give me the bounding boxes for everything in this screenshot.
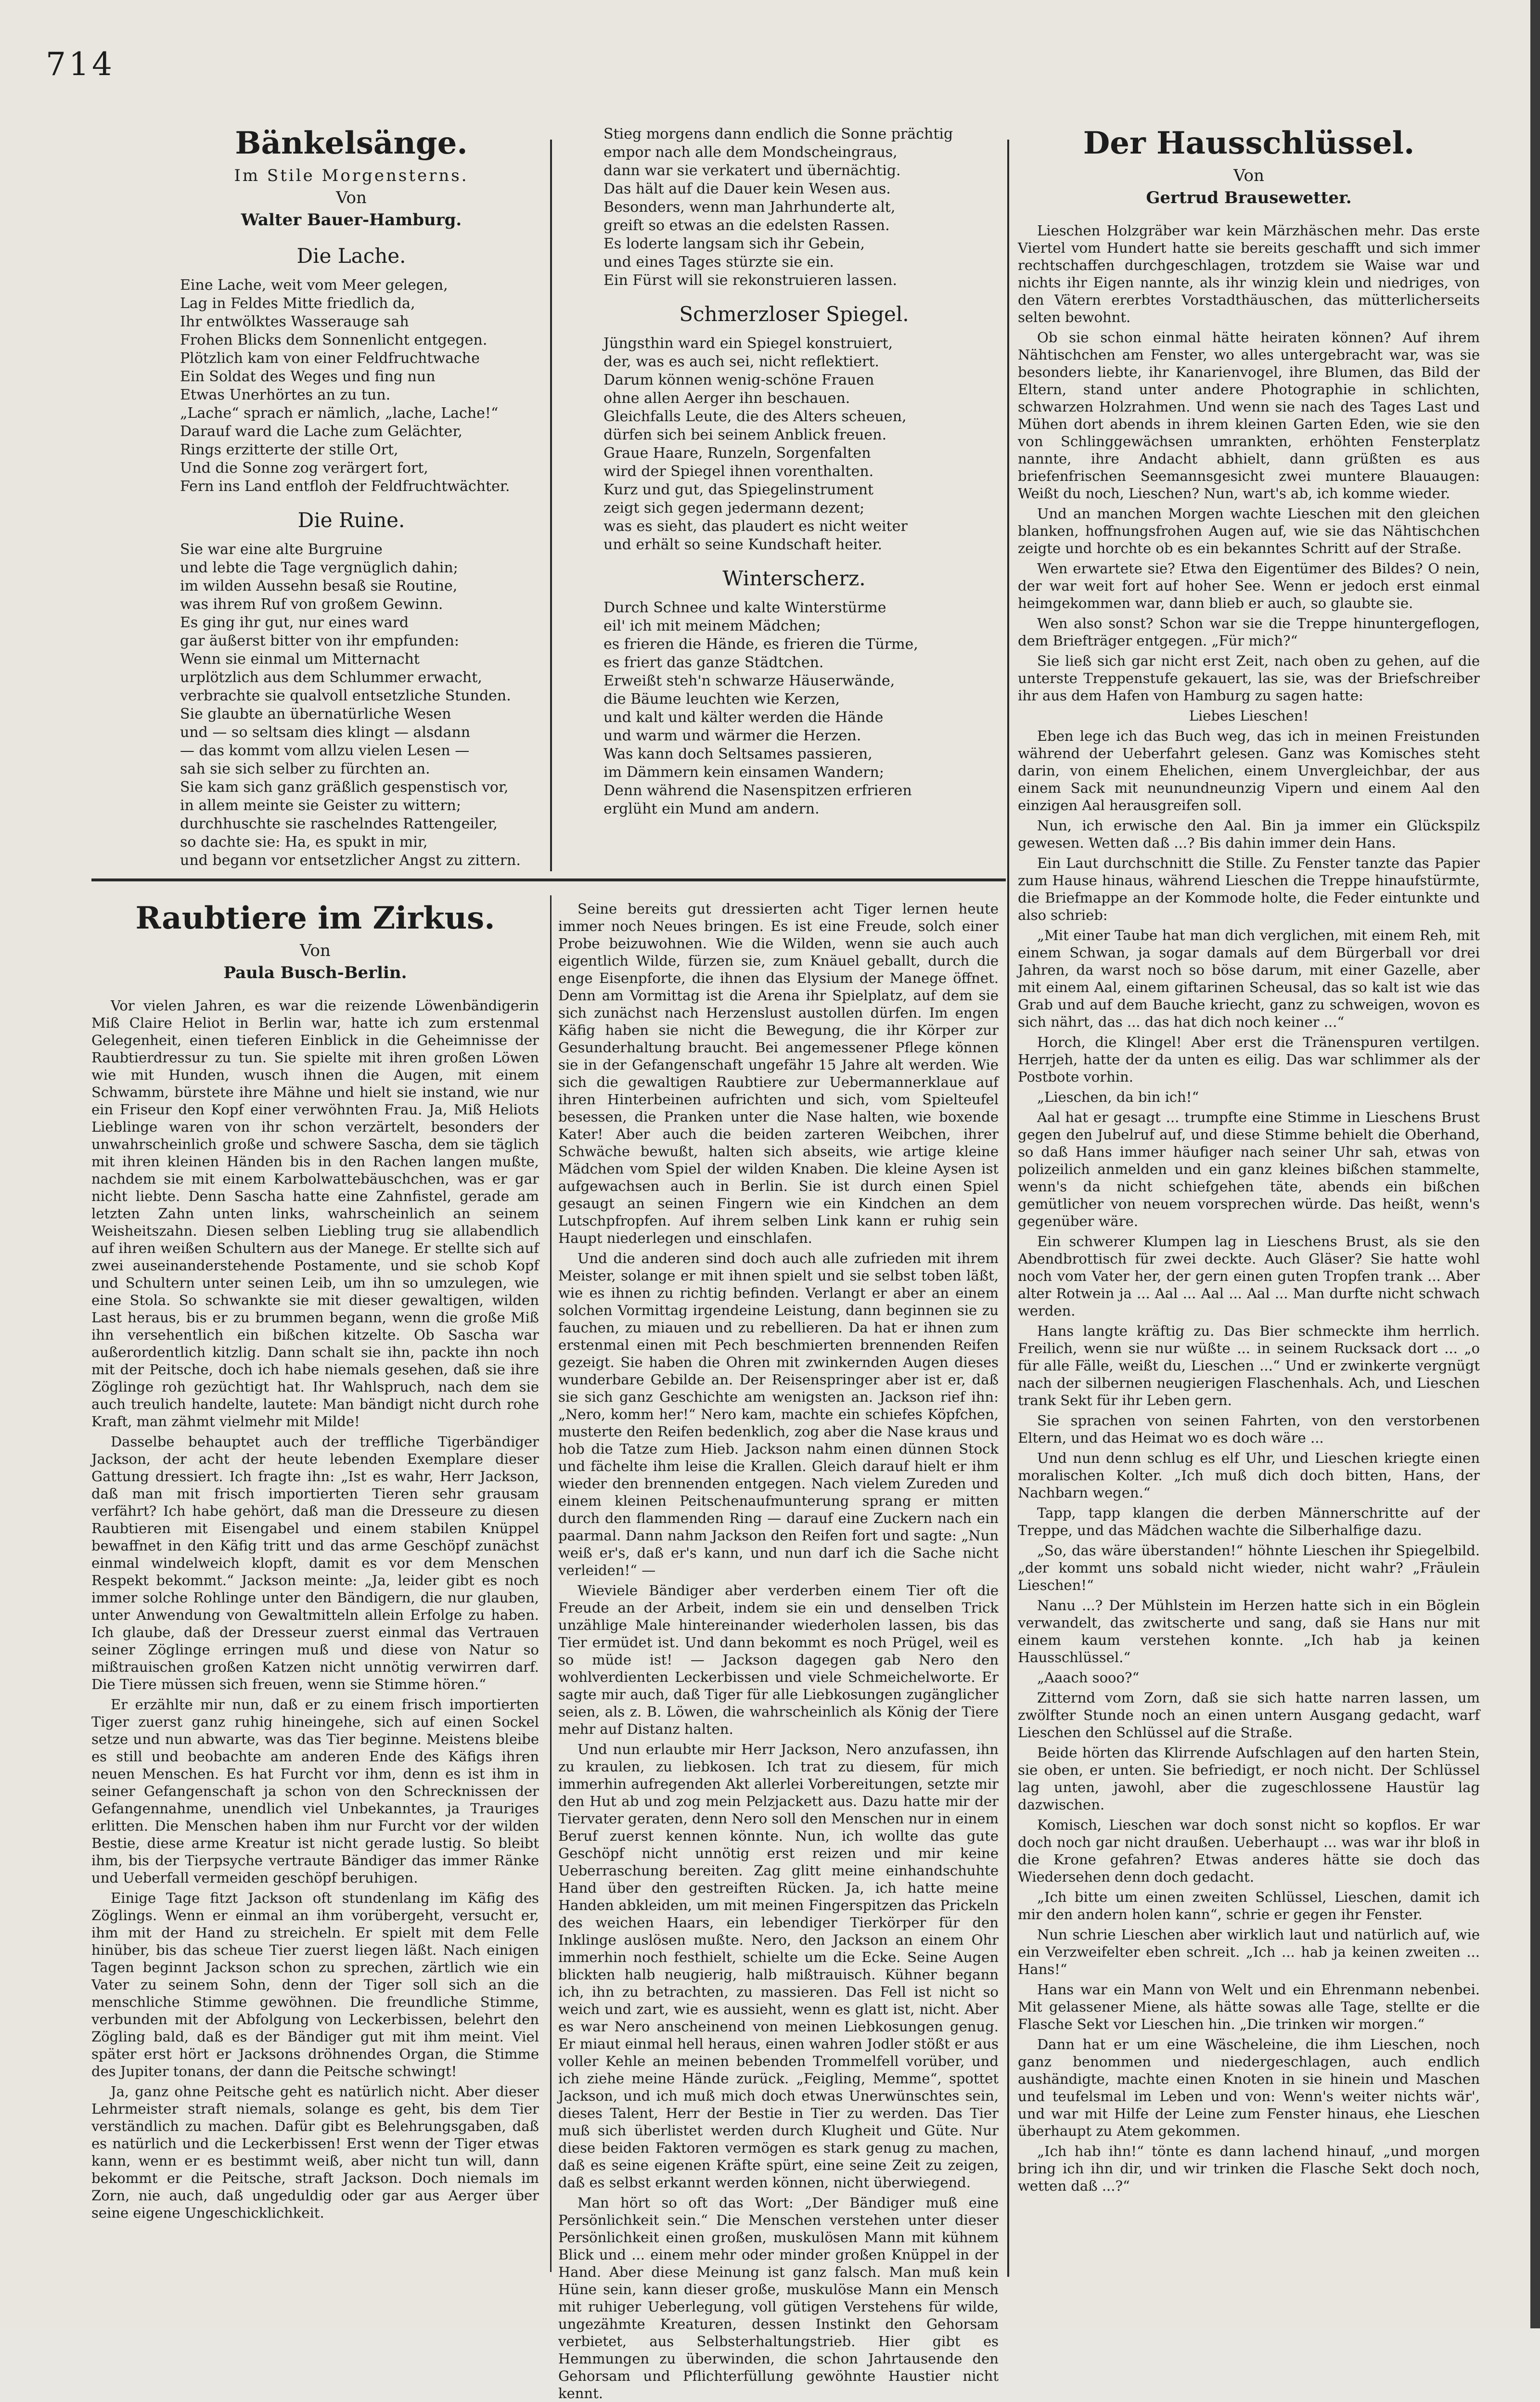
byline-von: Von bbox=[300, 941, 331, 960]
paragraph: „Ich bitte um einen zweiten Schlüssel, Lieschen, damit ich mir den andern holen kann“, schrie er gegen ihr Fenster. bbox=[1018, 1889, 1480, 1923]
paragraph: Und an manchen Morgen wachte Lieschen mit den gleichen blanken, hoffnungsfrohen Augen auf, wie sie das Nähtischchen zeigte und horchte ob es ein bekanntes Schritt auf der Straße. bbox=[1018, 505, 1480, 556]
paragraph: Ein schwerer Klumpen lag in Lieschens Brust, als sie den Abendbrottisch für zwei deckte. Auch Gläser? Sie hatte wohl noch vom Vater her, der gern einen guten Tropfen trank ... Aber alter Rotwein ja ... Aal ... Aal ... Aal ... Man durfte nicht schwach werden. bbox=[1018, 1233, 1480, 1319]
poem-title-winterscherz: Winterscherz. bbox=[722, 567, 866, 590]
paragraph: „Ich hab ihn!“ tönte es dann lachend hinauf, „und morgen bring ich ihn dir, und wir trinken die Flasche Sekt doch noch, wetten daß ...?“ bbox=[1018, 2143, 1480, 2194]
paragraph: Horch, die Klingel! Aber erst die Tränenspuren vertilgen. Herrjeh, hatte der da unten es eilig. Das war schlimmer als der Postbote vorhin. bbox=[1018, 1034, 1480, 1085]
article-hausschluessel bbox=[1018, 125, 1480, 2277]
letter-salutation: Liebes Lieschen! bbox=[1189, 708, 1309, 724]
article-subtitle: Im Stile Morgensterns. bbox=[234, 166, 469, 185]
paragraph: Hans langte kräftig zu. Das Bier schmeckte ihm herrlich. Freilich, wenn sie nur wüßte ... in seinem Rucksack dort ... „o für alle Fälle, weißt du, Lieschen ...“ Und er zwinkerte vergnügt nach der silbernen neugierigen Flaschenhals. Ach, und Lieschen trank Sekt für ihr Leben gern. bbox=[1018, 1323, 1480, 1408]
poem-title-spiegel: Schmerzloser Spiegel. bbox=[679, 302, 909, 326]
poem-ruine-continued: Stieg morgens dann endlich die Sonne prächtig empor nach alle dem Mondscheingraus, dann war sie verkatert und übernächtig. Das hält auf die Dauer kein Wesen aus. Besonders, wenn man Jahrhunderte alt, greift so etwas an die edelsten Rassen. Es loderte langsam sich ihr Gebein, und eines Tages stürzte sie ein. Ein Fürst will sie rekonstruieren lassen. bbox=[603, 126, 953, 289]
paragraph: Und die anderen sind doch auch alle zufrieden mit ihrem Meister, solange er mit ihnen spielt und sie selbst toben läßt, wie es ihnen zu richtig befinden. Verlangt er aber an einem solchen Vormittag irgendeine Leistung, dann beginnen sie zu fauchen, zu miauen und zu rebellieren. Da hat er ihnen zum erstenmal einen mit Pech beschmierten brennenden Reifen gezeigt. Sie haben die Ohren mit zwinkernden Augen dieses wunderbare Gebilde an. Der Reisenspringer aber ist er, daß sie sich ganz Geschichte am wenigsten an. Jackson rief ihn: „Nero, komm her!“ Nero kam, machte ein schiefes Köpfchen, musterte den Reifen bedenklich, zog aber die Nase kraus und hob die Tatze zum Hieb. Jackson nahm einen dünnen Stock und fächelte ihm leise die Krallen. Gleich darauf hielt er ihm wieder den brennenden entgegen. Nach vielem Zureden und einem kleinen Peitschenaufmunterung sprang er mitten durch den flammenden Ring — darauf eine Zuckern nach ein paarmal. Dann nahm Jackson den Reifen fort und sagte: „Nun weiß er's, daß er's kann, und nun darf ich die Sache nicht verleiden!“ — bbox=[558, 1250, 999, 1578]
article-author: Gertrud Brausewetter. bbox=[1146, 188, 1352, 207]
article-body-continued bbox=[558, 900, 999, 2402]
paragraph: Er erzählte mir nun, daß er zu einem frisch importierten Tiger zuerst ganz ruhig hineingehe, sich auf einen Sockel setze und nun abwarte, was das Tier beginne. Meistens bleibe es still und beobachte am anderen Ende des Käfigs ihren neuen Menschen. Es hat Furcht vor ihm, denn es ist ihm in seiner Gefangenschaft ja schon von den Schrecknissen der Gefangennahme, unendlich viel Unbekanntes, ja Trauriges erlitten. Die Menschen haben ihm nur Furcht vor der wilden Bestie, diese arme Kreatur ist nicht gerade lustig. So bleibt ihm, bis der Tierpsyche vertraute Bändiger das immer Ränke und Ueberfall vermeiden geschöpf beruhigen. bbox=[91, 1696, 539, 1886]
poem-spiegel: Jüngsthin ward ein Spiegel konstruiert, der, was es auch sei, nicht reflektiert. Darum können wenig-schöne Frauen ohne allen Aerger ihn beschauen. Gleichfalls Leute, die des Alters scheuen, dürfen sich bei seinem Anblick freuen. Graue Haare, Runzeln, Sorgenfalten wird der Spiegel ihnen vorenthalten. Kurz und gut, das Spiegelinstrument zeigt sich gegen jedermann dezent; was es sieht, das plaudert es nicht weiter und erhält so seine Kundschaft heiter. bbox=[603, 335, 908, 553]
paragraph: „Lieschen, da bin ich!“ bbox=[1037, 1089, 1199, 1105]
paragraph: Lieschen Holzgräber war kein Märzhäschen mehr. Das erste Viertel vom Hundert hatte sie bereits geschafft und sich immer rechtschaffen durchgeschlagen, trotzdem sie Waise war und nichts ihr Eigen nannte, als ihr winzig klein und niedriges, von den Vätern ererbtes Vorstadthäuschen, das mütterlicherseits selten bewohnt. bbox=[1018, 222, 1480, 325]
paragraph: Sie sprachen von seinen Fahrten, von den verstorbenen Eltern, und das Heimat wo es doch wäre ... bbox=[1018, 1412, 1480, 1446]
paragraph: Komisch, Lieschen war doch sonst nicht so kopflos. Er war doch noch gar nicht draußen. Ueberhaupt ... was war ihr bloß in die Krone gefahren? Etwas anderes hätte sie doch das Wiedersehen denn doch gedacht. bbox=[1018, 1817, 1480, 1885]
paragraph: Nun schrie Lieschen aber wirklich laut und natürlich auf, wie ein Verzweifelter eben schreit. „Ich ... hab ja keinen zweiten ... Hans!“ bbox=[1018, 1926, 1480, 1977]
paragraph: Hans war ein Mann von Welt und ein Ehrenmann nebenbei. Mit gelassener Miene, als hätte sowas alle Tage, stellte er die Flasche Sekt vor Lieschen hin. „Die trinken wir morgen.“ bbox=[1018, 1981, 1480, 2032]
paragraph: Ein Laut durchschnitt die Stille. Zu Fenster tanzte das Papier zum Hause hinaus, während Lieschen die Treppe hinaufstürmte, die Briefmappe an der Kommode holte, die Feder eintunkte und also schrieb: bbox=[1018, 855, 1480, 923]
poem-title-ruine: Die Ruine. bbox=[297, 508, 405, 532]
paragraph: Wieviele Bändiger aber verderben einem Tier oft die Freude an der Arbeit, indem sie ein und denselben Trick unzählige Male hintereinander wiederholen lassen, bis das Tier ermüdet ist. Und dann bekommt es noch Prügel, weil es so müde ist! — Jackson dagegen gab Nero den wohlverdienten Leckerbissen und viele Schmeichelworte. Er sagte mir auch, daß Tiger für alle Liebkosungen zugänglicher seien, als z. B. Löwen, die wahrscheinlich als König der Tiere mehr auf Distanz halten. bbox=[558, 1582, 999, 1737]
paragraph: „So, das wäre überstanden!“ höhnte Lieschen ihr Spiegelbild. „der kommt uns sobald nicht wieder, nicht wahr? „Fräulein Lieschen!“ bbox=[1018, 1542, 1480, 1593]
paragraph: „Mit einer Taube hat man dich verglichen, mit einem Reh, mit einem Schwan, ja sogar damals auf dem Bürgerball vor drei Jahren, da warst noch so böse darum, mit einer Gazelle, aber mit einem Aal, einem giftarinen Scheusal, das so kalt ist wie das Grab und auf dem Bauche kriecht, ganz zu schweigen, wovon es sich nährt, das ... das hat dich noch keiner ...“ bbox=[1018, 927, 1480, 1030]
article-raubtiere-left bbox=[91, 900, 539, 2277]
binding-edge bbox=[1530, 0, 1540, 2328]
paragraph: „Aaach sooo?“ bbox=[1037, 1669, 1140, 1686]
paragraph: Tapp, tapp klangen die derben Männerschritte auf der Treppe, und das Mädchen wachte die Silberhalfige dazu. bbox=[1018, 1505, 1480, 1538]
article-body bbox=[1018, 222, 1480, 2195]
paragraph: Vor vielen Jahren, es war die reizende Löwenbändigerin Miß Claire Heliot in Berlin war, hatte ich zum erstenmal Gelegenheit, einen tieferen Einblick in die Geheimnisse der Raubtierdressur zu tun. Sie spielte mit ihren großen Löwen wie mit Hunden, wusch ihnen die Augen, mit einem Schwamm, bürstete ihre Mähne und hielt sie instand, wie nur ein Friseur den Kopf einer verwöhnten Frau. Ja, Miß Heliots Lieblinge waren von ihr schon verzärtelt, besonders der unwahrscheinlich große und schwere Sascha, dem sie täglich mit ihren kleinen Händen bis in den Rachen langen mußte, nachdem sie mit einem Karbolwattebäuschchen, was er gar nicht liebte. Denn Sascha hatte eine Zahnfistel, gerade am letzten Zahn unten links, wahrscheinlich an seinem Weisheitszahn. Diesen selben Liebling trug sie allabendlich auf ihren weißen Schultern aus der Manege. Er stellte sich auf zwei auseinanderstehende Postamente, und sie schob Kopf und Schultern unter seinen Leib, um ihn so umzulegen, wie eine Stola. So schwankte sie mit dieser gewaltigen, wilden Last heraus, bis er zu brummen begann, wenn die große Miß ihn versehentlich ein bißchen kitzelte. Ob Sascha war außerordentlich kitzlig. Dann schalt sie ihn, packte ihn noch mit der Peitsche, doch ich habe niemals gesehen, daß sie ihre Zöglinge roh gezüchtigt hat. Ihr Wahlspruch, nach dem sie auch treulich handelte, lautete: Man bändigt nicht durch rohe Kraft, man zähmt vielmehr mit Milde! bbox=[91, 997, 539, 1430]
paragraph: Einige Tage fitzt Jackson oft stundenlang im Käfig des Zöglings. Wenn er einmal an ihm vorübergeht, versucht er, ihm mit der Hand zu streicheln. Er spielt mit dem Felle hinüber, bis das scheue Tier zuerst liegen läßt. Nach einigen Tagen beginnt Jackson schon zu sprechen, zärtlich wie ein Vater zu seinem Sohn, denn der Tiger soll sich an die menschliche Stimme gewöhnen. Die freundliche Stimme, verbunden mit der Abfolgung von Leckerbissen, belehrt den Zögling bald, daß es der Bändiger gut mit ihm meint. Viel später erst hört er Jacksons dröhnendes Organ, die Stimme des Jupiter tonans, der dann die Peitsche schwingt! bbox=[91, 1890, 539, 2079]
poems-middle bbox=[592, 125, 996, 866]
paragraph: Eben lege ich das Buch weg, das ich in meinen Freistunden während der Ueberfahrt gelesen. Ganz was Komisches steht darin, von einem Ehelichen, einem Unvergleichbar, der aus einem Sack mit neunundneunzig Vipern und einem Aal den einzigen Aal herausgreifen soll. bbox=[1018, 728, 1480, 814]
poem-title-lache: Die Lache. bbox=[296, 244, 406, 268]
paragraph: Wen erwartete sie? Etwa den Eigentümer des Bildes? O nein, der war weit fort auf hoher See. Wenn er jedoch erst einmal heimgekommen war, dann blieb er auch, so glaubte sie. bbox=[1018, 560, 1480, 611]
paragraph: Nanu ...? Der Mühlstein im Herzen hatte sich in ein Böglein verwandelt, das zwitscherte und sang, daß sie Hans nur mit einem kaum verstehen konnte. „Ich hab ja keinen Hausschlüssel.“ bbox=[1018, 1597, 1480, 1666]
paragraph: Man hört so oft das Wort: „Der Bändiger muß eine Persönlichkeit sein.“ Die Menschen verstehen unter dieser Persönlichkeit einen großen, muskulösen Mann mit kühnem Blick und ... einem mehr oder minder großen Knüppel in der Hand. Aber diese Meinung ist ganz falsch. Man muß kein Hüne sein, kann dieser große, muskulöse Mann ein Mensch mit ruhiger Ueberlegung, voll gütigen Verstehens für wilde, ungezähmte Kreaturen, dessen Instinkt den Gehorsam verbietet, aus Selbsterhaltungstrieb. Hier gibt es Hemmungen zu überwinden, die schon Jahrtausende den Gehorsam und Pflichterfüllung gewöhnte Haustier nicht kennt. bbox=[558, 2195, 999, 2402]
article-title: Bänkelsänge. bbox=[235, 125, 468, 161]
article-title: Raubtiere im Zirkus. bbox=[135, 900, 495, 936]
article-author: Walter Bauer-Hamburg. bbox=[241, 210, 462, 230]
paragraph: Wen also sonst? Schon war sie die Treppe hinuntergeflogen, dem Briefträger entgegen. „Für mich?“ bbox=[1018, 615, 1480, 649]
poem-ruine: Sie war eine alte Burgruine und lebte die Tage vergnüglich dahin; im wilden Aussehn besaß sie Routine, was ihrem Ruf von großem Gewinn. Es ging ihr gut, nur eines ward gar äußerst bitter von ihr empfunden: Wenn sie einmal um Mitternacht urplötzlich aus dem Schlummer erwacht, verbrachte sie qualvoll entsetzliche Stunden. Sie glaubte an übernatürliche Wesen und — so seltsam dies klingt — alsdann — das kommt vom allzu vielen Lesen — sah sie sich selber zu fürchten an. Sie kam sich ganz gräßlich gespenstisch vor, in allem meinte sie Geister zu wittern; durchhuschte sie raschelndes Rattengeiler, so dachte sie: Ha, es spukt in mir, und begann vor entsetzlicher Angst zu zittern. bbox=[180, 541, 521, 869]
paragraph: Aal hat er gesagt ... trumpfte eine Stimme in Lieschens Brust gegen den Jubelruf auf, und diese Stimme behielt die Oberhand, so daß Hans immer häufiger nach seiner Uhr sah, etwas von polizeilich anmelden und ein ganz kleines bißchen stammelte, wenn's da nicht schiefgehen täte, abends ein bißchen gemütlicher von neuem vorsprechen würde. Das heißt, wenn's gegenüber wäre. bbox=[1018, 1109, 1480, 1229]
column-rule-left bbox=[550, 140, 552, 871]
paragraph: Sie ließ sich gar nicht erst Zeit, nach oben zu gehen, auf die unterste Treppenstufe gekauert, las sie, was der Briefschreiber ihr aus dem Hafen von Hamburg zu sagen hatte: bbox=[1018, 653, 1480, 704]
paragraph: Dann hat er um eine Wäscheleine, die ihm Lieschen, noch ganz benommen und niedergeschlagen, auch endlich aushändigte, machte einen Knoten in sie hinein und Maschen und teufelsmal im Leben und von: Wenn's weiter nichts wär', und war mit Hilfe der Leine zum Fenster hinaus, ehe Lieschen überhaupt zu Atem gekommen. bbox=[1018, 2036, 1480, 2139]
paragraph: Beide hörten das Klirrende Aufschlagen auf den harten Stein, sie oben, er unten. Sie befriedigt, er noch nicht. Der Schlüssel lag unten, jawohl, aber die zugeschlossene Haustür lag dazwischen. bbox=[1018, 1744, 1480, 1813]
paragraph: Zitternd vom Zorn, daß sie sich hatte narren lassen, um zwölfter Stunde noch an einen untern Ausgang gedacht, warf Lieschen den Schlüssel auf die Straße. bbox=[1018, 1690, 1480, 1741]
article-title: Der Hausschlüssel. bbox=[1083, 125, 1415, 161]
paragraph: Dasselbe behauptet auch der treffliche Tigerbändiger Jackson, der acht der heute lebenden Exemplare dieser Gattung dressiert. Ich fragte ihn: „Ist es wahr, Herr Jackson, daß man mit frisch importierten Tieren sehr grausam verfährt? Ich habe gehört, daß man die Dresseure zu diesen Raubtieren mit Eisengabel und einem stabilen Knüppel bewaffnet in den Käfig tritt und das arme Geschöpf zunächst einmal windelweich klopft, damit es vor dem Menschen Respekt bekommt.“ Jackson meinte: „Ja, leider gibt es noch immer solche Rohlinge unter den Bändigern, die nur glauben, unter Anwendung von Gewaltmitteln allein Erfolge zu haben. Ich glaube, daß der Dresseur zuerst einmal das Vertrauen seiner Zöglinge erringen muß und diese von Natur so mißtrauischen großen Katzen nicht unnötig verwirren darf. Die Tiere müssen sich freuen, wenn sie Stimme hören.“ bbox=[91, 1433, 539, 1692]
paragraph: Ob sie schon einmal hätte heiraten können? Auf ihrem Nähtischchen am Fenster, wo alles untergebracht war, was sie besonders liebte, ihr Kanarienvogel, ihre Blumen, das Bild der Eltern, stand unter andere Photographie in schlichten, schwarzen Holzrahmen. Und wenn sie nach des Tages Last und Mühen dort abends in ihrem kleinen Garten Eden, wie sie den von Schlinggewächsen umrankten, erhöhten Fensterplatz nannte, ihre Andacht abhielt, dann grüßten es aus briefenfrischen Seemannsgesicht zwei muntere Blauaugen: Weißt du noch, Lieschen? Nun, wart's ab, ich komme wieder. bbox=[1018, 329, 1480, 502]
byline-von: Von bbox=[336, 188, 367, 207]
article-author: Paula Busch-Berlin. bbox=[223, 963, 407, 982]
poem-winterscherz: Durch Schnee und kalte Winterstürme eil' ich mit meinem Mädchen; es frieren die Hände, es frieren die Türme, es friert das ganze Städtchen. Erweißt steh'n schwarze Häuserwände, die Bäume leuchten wie Kerzen, und kalt und kälter werden die Hände und warm und wärmer die Herzen. Was kann doch Seltsames passieren, im Dämmern kein einsamen Wandern; Denn während die Nasenspitzen erfrieren erglüht ein Mund am andern. bbox=[603, 599, 918, 817]
byline-von: Von bbox=[1233, 166, 1264, 185]
paragraph: Und nun erlaubte mir Herr Jackson, Nero anzufassen, ihn zu kraulen, zu liebkosen. Ich trat zu diesem, für mich immerhin aufregenden Akt allerlei Vorbereitungen, setzte mir den Hut ab und zog mein Pelzjackett aus. Dazu hatte mir der Tiervater geraten, denn Nero soll den Menschen nur in einem Beruf zuerst kennen könnte. Nun, ich wollte das gute Geschöpf nicht unnötig erst reizen und mir keine Ueberraschung bereiten. Zag glitt meine einhandschuhte Hand über den gestreiften Rücken. Ja, ich hatte meine Handen abkleiden, um mit meinen Fingerspitzen das Prickeln des weichen Haars, ein lebendiger Tierkörper für den Inklinge auslösen mußte. Nero, den Jackson an einem Ohr immerhin noch festhielt, schielte um die Ecke. Seine Augen blickten halb neugierig, halb mißtrauisch. Kühner begann ich, ihn zu betrachten, zu massieren. Das Fell ist nicht so weich und zart, wie es aussieht, wenn es glatt ist, nicht. Aber es war Nero anscheinend von meinen Liebkosungen genug. Er miaut einmal hell heraus, einen wahren Jodler stößt er aus voller Kehle an meinen bebenden Trommelfell vorüber, und ich ziehe meine Hände zurück. „Feigling, Memme“, spottet Jackson, und ich muß mich doch etwas Unerwünschtes sein, dieses Talent, Herr der Bestie in Tier zu werden. Das Tier muß sich überlistet werden durch Klugheit und Güte. Nur diese beiden Faktoren vermögen es stark genug zu machen, daß es seine eigenen Kräfte spürt, eine seine Zeit zu zeigen, daß es selbst erkannt werden können, nicht überwiegend. bbox=[558, 1741, 999, 2191]
article-body bbox=[91, 997, 539, 2221]
section-rule bbox=[91, 878, 1006, 881]
column-rule-bottom bbox=[550, 895, 552, 2272]
paragraph: Nun, ich erwische den Aal. Bin ja immer ein Glückspilz gewesen. Wetten daß ...? Bis dahin immer dein Hans. bbox=[1018, 817, 1480, 851]
paragraph: Ja, ganz ohne Peitsche geht es natürlich nicht. Aber dieser Lehrmeister straft niemals, solange es geht, bis dem Tier verständlich zu machen. Dafür gibt es Belehrungsgaben, daß es natürlich und die Leckerbissen! Erst wenn der Tiger etwas kann, wenn er es bestimmt weiß, aber nicht tun will, dann bekommt er die Peitsche, straft Jackson. Doch niemals im Zorn, nie auch, daß ungeduldig oder gar aus Aerger über seine eigene Ungeschicklichkeit. bbox=[91, 2083, 539, 2221]
paragraph: Seine bereits gut dressierten acht Tiger lernen heute immer noch Neues bringen. Es ist eine Freude, solch einer Probe beizuwohnen. Wie die Wilden, wenn sie auch auch eigentlich Wilde, fürzen sie, zum Knäuel geballt, durch die enge Eisenpforte, die ihnen das Elysium der Manege öffnet. Denn am Vormittag ist die Arena ihr Spielplatz, auf dem sie sich zunächst nach Herzenslust austollen dürfen. Im engen Käfig haben sie nicht die Bewegung, die ihr Körper zur Gesunderhaltung braucht. Bei angemessener Pflege können sie in der Gefangenschaft ungefähr 15 Jahre alt werden. Wie sich die gewaltigen Raubtiere zur Uebermannerklaue auf ihren Hinterbeinen aufrichten und sich, vom Spielteufel besessen, die Pranken unter die Nase halten, wie boxende Kater! Aber auch die beiden zarteren Weibchen, ihrer Schwäche bewußt, halten sich abseits, wie artige kleine Mädchen vom Spiel der wilden Knaben. Die kleine Aysen ist aufgewachsen auch in Berlin. Sie ist durch einen Spiel gesaugt an seinen Fingern wie ein Kindchen an dem Lutschpfropfen. Auf ihrem selben Link kann er ruhig sein Haupt niederlegen und einschlafen. bbox=[558, 901, 999, 1246]
column-rule-right bbox=[1007, 140, 1009, 2277]
article-raubtiere-right bbox=[558, 900, 999, 2402]
page-number: 714 bbox=[46, 46, 115, 83]
paragraph: Und nun denn schlug es elf Uhr, und Lieschen kriegte einen moralischen Kolter. „Ich muß dich doch bitten, Hans, der Nachbarn wegen.“ bbox=[1018, 1450, 1480, 1501]
poem-lache: Eine Lache, weit vom Meer gelegen, Lag in Feldes Mitte friedlich da, Ihr entwölktes Wasserauge sah Frohen Blicks dem Sonnenlicht entgegen. Plötzlich kam von einer Feldfruchtwache Ein Soldat des Weges und fing nun Etwas Unerhörtes an zu tun. „Lache“ sprach er nämlich, „lache, Lache!“ Darauf ward die Lache zum Gelächter, Rings erzitterte der stille Ort, Und die Sonne zog verärgert fort, Fern ins Land entfloh der Feldfruchtwächter. bbox=[180, 277, 510, 495]
article-baenkelsaenge bbox=[168, 125, 534, 869]
